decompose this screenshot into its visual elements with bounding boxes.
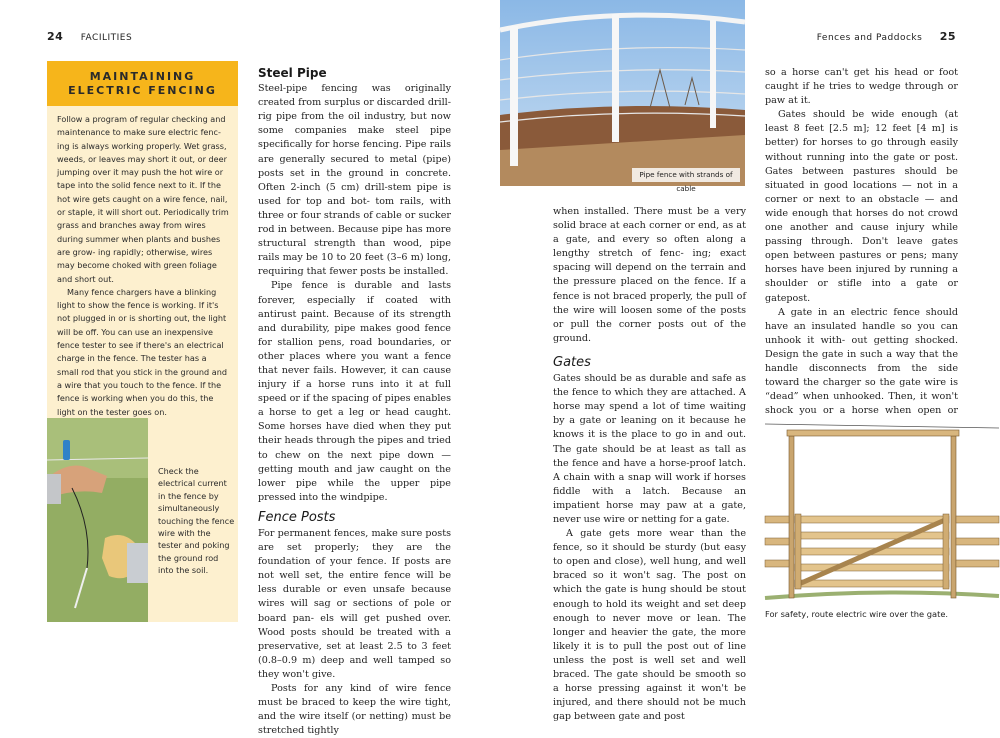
paragraph: A gate in an electric fence should have an insulated handle so you can unhook it with- out getting shocked. Design the gate in such a way that the handle disconnects from the side toward the charger so the gate wire is “dead” when unhooked. Then, it won't shock you or a horse when open or <box>765 306 958 417</box>
fence-tester-photo <box>47 418 148 622</box>
heading-steel-pipe: Steel Pipe <box>258 66 327 80</box>
left-running-head: FACILITIES <box>80 33 133 43</box>
heading-fence-posts: Fence Posts <box>258 509 336 525</box>
sidebar-paragraph: Many fence chargers have a blinking light to show the fence is working. If it's not plugged in or is shorting out, the light will be off. You can use an inexpensive fence tester to see if there's an electrical charge in the fence. The tester has a small rod that you stick in the ground and a wire that you touch to the fence. If the fence is working when you do this, the light on the tester goes on. <box>57 286 227 417</box>
column-gates <box>553 205 746 723</box>
paragraph: Gates should be as durable and safe as the fence to which they are attached. A horse may spend a lot of time waiting by a gate or leaning on it because he knows it is the place to go in and out. The gate should be at least as tall as the fence and have a horse-proof latch. A chain with a snap will work if horses fiddle with a latch. Because an impatient horse may paw at a gate, never use wire or netting for a gate. <box>553 373 746 525</box>
paragraph: Posts for any kind of wire fence must be braced to keep the wire tight, and the wire itself (or netting) must be stretched tightly <box>258 683 451 737</box>
left-page-header <box>47 30 132 43</box>
pipe-fence-caption: Pipe fence with strands of cable <box>632 168 740 182</box>
heading-gates: Gates <box>553 354 591 370</box>
sidebar-title <box>47 61 238 106</box>
fence-tester-illustration <box>47 418 148 622</box>
fence-tester-caption: Check the electrical current in the fence by simultaneously touching the fence wire with the tester and poking the ground rod into the soil. <box>158 466 235 576</box>
paragraph: when installed. There must be a very solid brace at each corner or end, as at a gate, and every so often along a lengthy stretch of fenc- ing; exact spacing will depend on the terrain and the pressure placed on the fence. If a fence is not braced properly, the pull of the wire will loosen some of the posts or pull the corner posts out of the ground. <box>553 206 746 344</box>
sidebar-body <box>47 106 238 419</box>
paragraph: For permanent fences, make sure posts are set properly; they are the foundation of your fence. If posts are not well set, the entire fence will be less durable or even unsafe because wires will sag or sections of pole or board pan- els will get pushed over. Wood posts should be treated with a preservative, set at least 2.5 to 3 feet (0.8–0.9 m) deep and well tamped so they won't give. <box>258 528 451 680</box>
right-page-header <box>817 30 956 43</box>
paragraph: Pipe fence is durable and lasts forever, especially if coated with antirust paint. Because of its strength and durability, pipe makes good fence for stallion pens, road boundaries, or other places where you want a fence that never fails. However, it can cause injury if a horse runs into it at full speed or if the spacing of pipes enables a horse to get a leg or head caught. Some horses have died when they put their heads through the pipes and tried to chew on the next pipe down — getting mouth and jaw caught on the lower pipe while the upper pipe pressed into the windpipe. <box>258 280 451 503</box>
gate-illustration <box>765 420 999 605</box>
sidebar-paragraph: Follow a program of regular checking and maintenance to make sure electric fenc- ing is always working properly. Wet grass, weeds, or leaves may short it out, or deer jumping over it may push the hot wire or tape into the solid fence next to it. If the hot wire gets caught on a wire fence, nail, or staple, it will short out. Periodically trim grass and branches away from wires during summer when plants and bushes are grow- ing rapidly; otherwise, wires may become choked with green foliage and short out. <box>57 114 229 284</box>
pipe-fence-illustration <box>500 0 745 186</box>
paragraph: Gates should be wide enough (at least 8 feet [2.5 m]; 12 feet [4 m] is better) for horses to go through easily without running into the gate or post. Gates between pastures should be situated in good locations — not in a corner or next to an obstacle — and wide enough that horses do not crowd one another and cause injury while passing through. Don't leave gates open between pastures or pens; many horses have been injured by running a shoulder or stifle into a gate or gatepost. <box>765 109 958 304</box>
right-running-head: Fences and Paddocks <box>816 33 923 43</box>
paragraph: so a horse can't get his head or foot caught if he tries to wedge through or paw at it. <box>765 67 958 107</box>
right-page-number: 25 <box>939 30 956 43</box>
paragraph: A gate gets more wear than the fence, so it should be sturdy (but easy to open and close), well hung, and well braced so it won't sag. The post on which the gate is hung should be stout enough to hold its weight and set deep enough to never move or lean. The longer and heavier the gate, the more likely it is to pull the post out of line unless the post is well set and well braced. The gate should be smooth so a horse pressing against it won't be injured, and there should not be much gap between gate and post <box>553 528 746 723</box>
sidebar-box <box>47 61 238 622</box>
sidebar-title-line1: MAINTAINING <box>89 69 196 83</box>
pipe-fence-photo <box>500 0 745 186</box>
paragraph: Steel-pipe fencing was originally created from surplus or discarded drill-rig pipe from the oil industry, but now some companies make steel pipe specifically for horse fencing. Pipe rails are generally secured to metal (pipe) posts set in the ground in concrete. Often 2-inch (5 cm) drill-stem pipe is used for top and bot- tom rails, with three or four strands of cable or sucker rod in between. Because pipe has more structural strength than wood, pipe rails may be 10 to 20 feet (3–6 m) long, requiring that fewer posts be installed. <box>258 83 451 278</box>
column-steel-pipe <box>258 66 451 737</box>
gate-caption: For safety, route electric wire over the gate. <box>765 609 949 619</box>
sidebar-title-line2: ELECTRIC FENCING <box>68 83 217 97</box>
column-gates-continued <box>765 66 958 417</box>
gate-drawing <box>765 420 999 605</box>
left-page-number: 24 <box>47 30 64 43</box>
